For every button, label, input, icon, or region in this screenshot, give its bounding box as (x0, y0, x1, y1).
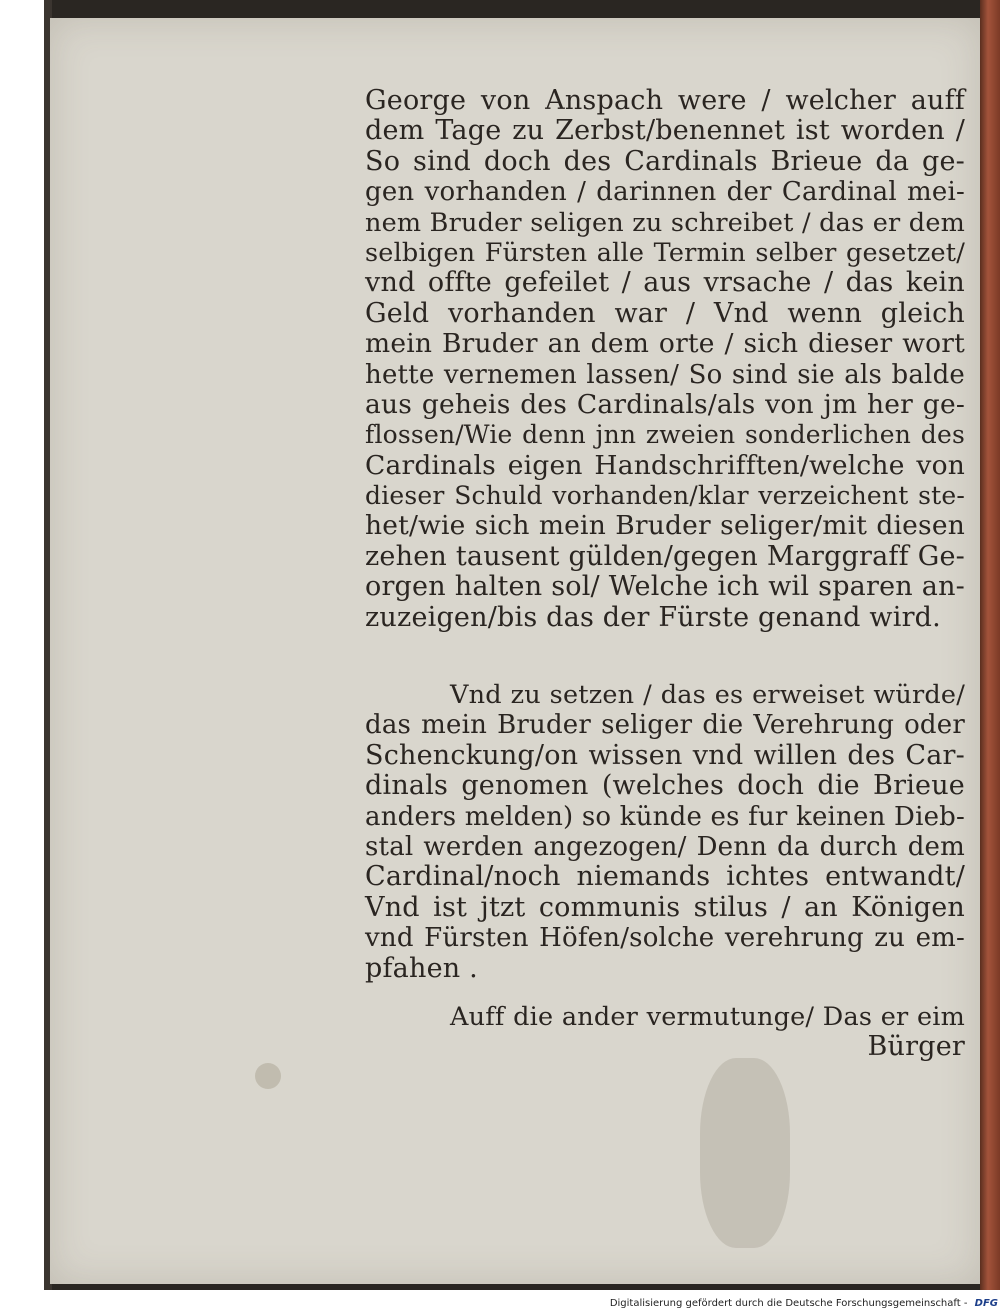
text-line: zehen tausent gülden/gegen Marggraff Ge- (365, 540, 965, 572)
text-line: mein Bruder an dem orte / sich dieser wort (365, 328, 965, 360)
text-line: vnd Fürsten Höfen/solche verehrung zu em- (365, 923, 965, 954)
text-line: hette vernemen lassen/ So sind sie als balde (365, 359, 965, 390)
text-line: aus geheis des Cardinals/als von jm her ge- (365, 388, 965, 420)
water-stain (700, 1058, 790, 1248)
credit-text: Digitalisierung gefördert durch die Deutsche Forschungsgemeinschaft - (609, 1298, 968, 1309)
catchword: Bürger (867, 1031, 965, 1063)
paragraph-1 (365, 86, 965, 633)
text-line: vnd offte gefeilet / aus vrsache / das kein (365, 267, 965, 299)
text-line: das mein Bruder seliger die Verehrung oder (365, 710, 965, 741)
digitization-credit (598, 1297, 998, 1311)
page-text (365, 86, 965, 1063)
text-line: dem Tage zu Zerbst/benennet ist worden / (365, 115, 965, 147)
text-line: Schenckung/on wissen vnd willen des Car- (365, 739, 965, 771)
text-line: Vnd ist jtzt communis stilus / an Königen (365, 891, 965, 923)
text-line: Vnd zu setzen / das es erweiset würde/ (450, 680, 965, 711)
paragraph-gap (365, 984, 965, 1002)
paragraph-2 (365, 680, 965, 984)
text-line: selbigen Fürsten alle Termin selber gesetzet/ (365, 237, 965, 268)
text-line: dieser Schuld vorhanden/klar verzeichent ste- (365, 481, 965, 511)
paper-stain (255, 1063, 281, 1089)
text-line: dinals genomen (welches doch die Brieue (365, 770, 965, 802)
text-line: Geld vorhanden war / Vnd wenn gleich (365, 297, 965, 329)
book-edge (980, 0, 1000, 1290)
text-line: George von Anspach were / welcher auff (365, 85, 965, 116)
text-line: anders melden) so künde es fur keinen Dieb- (365, 801, 965, 832)
paragraph-3 (365, 1002, 965, 1063)
text-line: orgen halten sol/ Welche ich wil sparen an- (365, 571, 965, 603)
text-line: zuzeigen/bis das der Fürste genand wird. (365, 601, 941, 633)
dfg-logo: DFG (974, 1298, 998, 1309)
text-line: flossen/Wie denn jnn zweien sonderlichen des (365, 420, 965, 450)
text-line: Auff die ander vermutunge/ Das er eim (450, 1001, 965, 1032)
text-line: Cardinals eigen Handschrifften/welche von (365, 449, 965, 481)
text-line: gen vorhanden / darinnen der Cardinal mei- (365, 177, 965, 208)
text-line: stal werden angezogen/ Denn da durch dem (365, 831, 965, 862)
text-line: So sind doch des Cardinals Brieue da ge- (365, 145, 965, 177)
text-line: pfahen . (365, 952, 478, 984)
text-line: nem Bruder seligen zu schreibet / das er dem (365, 207, 965, 238)
text-line: het/wie sich mein Bruder seliger/mit diesen (365, 510, 965, 542)
text-line: Cardinal/noch niemands ichtes entwandt/ (365, 861, 965, 893)
paragraph-gap (365, 633, 965, 680)
